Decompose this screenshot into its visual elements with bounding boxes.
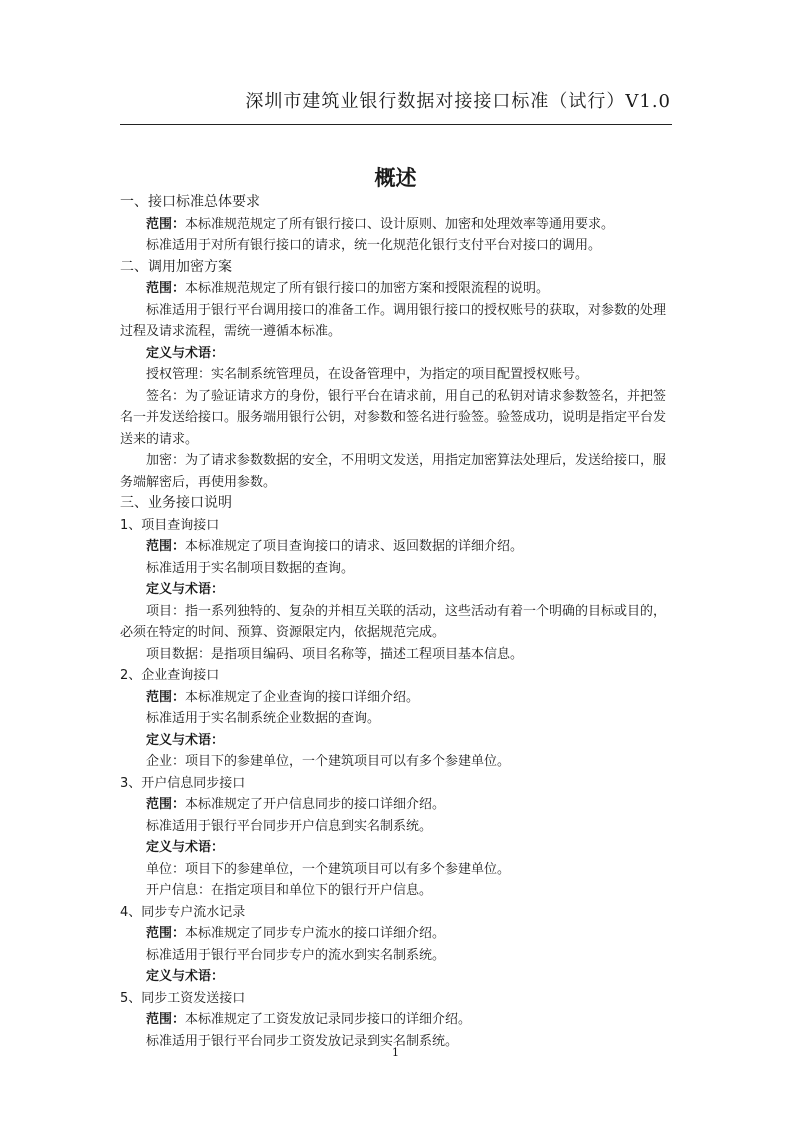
paragraph: 标准适用于银行平台同步工资发放记录到实名制系统。 <box>146 1033 459 1049</box>
term-definition: 单位：项目下的参建单位，一个建筑项目可以有多个参建单位。 <box>146 861 511 877</box>
subsection-heading: 3、开户信息同步接口 <box>120 775 246 791</box>
scope-label: 范围： <box>146 281 186 296</box>
document-body <box>120 192 676 1052</box>
scope-label: 范围： <box>146 216 186 232</box>
paragraph <box>120 1009 676 1031</box>
section-heading: 三、业务接口说明 <box>120 495 232 511</box>
scope-text: 本标准规定了工资发放记录同步接口的详细介绍。 <box>185 1012 472 1027</box>
paragraph: 标准适用于银行平台同步开户信息到实名制系统。 <box>146 818 433 834</box>
term-definition: 项目：指一系列独特的、复杂的并相互关联的活动，这些活动有着一个明确的目标或目的，必须在特定的时间、预算、资源限定内，依据规范完成。 <box>120 603 667 640</box>
paragraph: 标准适用于银行平台同步专户的流水到实名制系统。 <box>146 947 446 963</box>
paragraph <box>120 923 676 945</box>
page-number: 1 <box>392 1046 399 1059</box>
subsection-heading: 4、同步专户流水记录 <box>120 904 246 920</box>
term-definition: 加密：为了请求参数数据的安全，不用明文发送，用指定加密算法处理后，发送给接口，服务端解密后，再使用参数。 <box>120 453 667 490</box>
scope-label: 范围： <box>146 1012 186 1027</box>
subsection-heading: 2、企业查询接口 <box>120 668 220 683</box>
term-definition: 企业：项目下的参建单位，一个建筑项目可以有多个参建单位。 <box>146 754 511 769</box>
terms-label: 定义与术语： <box>146 345 225 361</box>
paragraph: 标准适用于对所有银行接口的请求，统一化规范化银行支付平台对接口的调用。 <box>146 238 602 253</box>
header-rule <box>120 124 672 125</box>
paragraph: 标准适用于银行平台调用接口的准备工作。调用银行接口的授权账号的获取，对参数的处理过程及请求流程，需统一遵循本标准。 <box>120 302 667 339</box>
paragraph <box>120 214 676 236</box>
scope-label: 范围： <box>146 797 186 812</box>
terms-label: 定义与术语： <box>146 732 225 748</box>
paragraph <box>120 278 676 300</box>
paragraph <box>120 687 676 709</box>
terms-label: 定义与术语： <box>146 840 225 855</box>
term-definition: 开户信息：在指定项目和单位下的银行开户信息。 <box>146 883 433 898</box>
scope-text: 本标准规定了项目查询接口的请求、返回数据的详细介绍。 <box>185 539 524 554</box>
page-title: 概述 <box>374 166 417 190</box>
paragraph: 标准适用于实名制项目数据的查询。 <box>146 560 355 576</box>
paragraph: 标准适用于实名制系统企业数据的查询。 <box>146 711 381 726</box>
paragraph <box>120 794 676 816</box>
subsection-heading: 5、同步工资发送接口 <box>120 990 246 1006</box>
term-definition: 项目数据：是指项目编码、项目名称等，描述工程项目基本信息。 <box>146 646 524 662</box>
section-heading: 二、调用加密方案 <box>120 258 232 275</box>
scope-label: 范围： <box>146 926 186 941</box>
scope-label: 范围： <box>146 539 186 554</box>
terms-label: 定义与术语： <box>146 969 225 984</box>
scope-text: 本标准规定了开户信息同步的接口详细介绍。 <box>185 797 446 812</box>
section-heading: 一、接口标准总体要求 <box>120 194 260 210</box>
scope-text: 本标准规定了同步专户流水的接口详细介绍。 <box>185 926 446 941</box>
scope-text: 本标准规定了企业查询的接口详细介绍。 <box>185 689 420 705</box>
scope-text: 本标准规范规定了所有银行接口的加密方案和授限流程的说明。 <box>185 281 550 296</box>
terms-label: 定义与术语： <box>146 582 225 597</box>
scope-text: 本标准规范规定了所有银行接口、设计原则、加密和处理效率等通用要求。 <box>185 216 615 232</box>
scope-label: 范围： <box>146 689 186 705</box>
paragraph <box>120 536 676 558</box>
running-header: 深圳市建筑业银行数据对接接口标准（试行）V1.0 <box>245 91 671 112</box>
subsection-heading: 1、项目查询接口 <box>120 517 220 533</box>
term-definition: 授权管理：实名制系统管理员，在设备管理中，为指定的项目配置授权账号。 <box>146 367 589 382</box>
term-definition: 签名：为了验证请求方的身份，银行平台在请求前，用自己的私钥对请求参数签名，并把签名一并发送给接口。服务端用银行公钥，对参数和签名进行验签。验签成功，说明是指定平台发送来的请求。 <box>120 388 667 447</box>
